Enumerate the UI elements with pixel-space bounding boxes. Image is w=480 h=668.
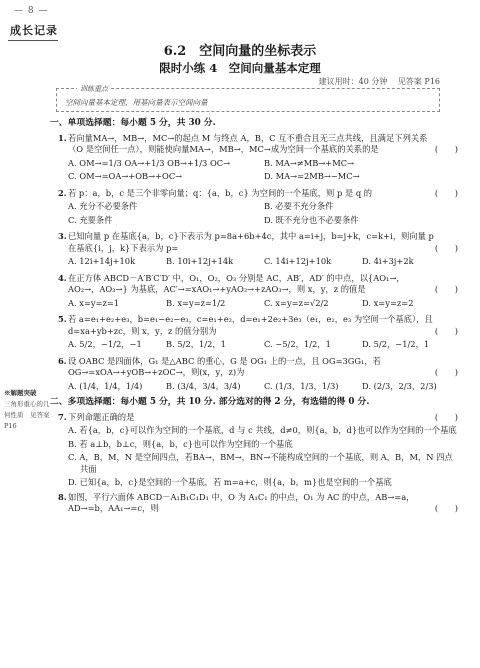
time-suggestion: 建议用时：40 分钟 (318, 77, 388, 86)
options (58, 381, 460, 395)
option-item: A. 5/2，−1/2，−1 (68, 339, 142, 349)
focus-label: 训练重点 (77, 84, 111, 94)
question-text: 下列命题正确的是 (68, 411, 135, 422)
option-item: C. −5/2，1/2，1 (264, 339, 331, 349)
option-item: D. x=y=z=2 (362, 297, 414, 308)
questions-area (50, 118, 460, 515)
answer-bracket: ( ) (434, 144, 458, 154)
side-note-text: 三角形重心的几何性质 见答案 P16 (4, 400, 50, 430)
options (58, 201, 460, 228)
answer-bracket: ( ) (434, 242, 458, 253)
option-item: B. MA→≠MB→+MC→ (264, 157, 355, 168)
question-number: 2. (58, 187, 67, 198)
option-item: B. 若 a⊥b，b⊥c，则{a，b，c}也可以作为空间的一个基底 (68, 438, 293, 449)
question-text: 在正方体 ABCD－A′B′C′D′ 中，O₁，O₂，O₃ 分别是 AC，AB′，AD′ 的中点，以{AO₁→，AO₂→，AO₃→} 为基底，AC′→=xAO₁→+yAO₂→+zAO₃→，则 x，y，z 的值是 (68, 272, 405, 294)
option-item: B. 5/2，1/2，1 (166, 339, 226, 349)
side-note-label: ※解题突破 (4, 389, 37, 397)
question-text: 若 p：a，b，c 是三个非零向量；q：{a，b，c} 为空间的一个基底，则 p 是 q 的 (68, 187, 373, 198)
option-item: C. OM→=OA→+OB→+OC→ (68, 171, 183, 181)
option-item: D. MA→=2MB→−MC→ (264, 171, 360, 181)
question-text: 若 a=e₁+e₂+e₃，b=e₁−e₂−e₃，c=e₁+e₂，d=e₁+2e₂+3e₃（e₁，e₂，e₃ 为空间一个基底），且 d=xa+yb+zc，则 x，y，z 的值分别为 (68, 314, 433, 336)
answer-reference: 见答案 P16 (397, 77, 440, 86)
question (58, 492, 460, 515)
options (58, 256, 460, 270)
section-heading: 二、多项选择题：每小题 5 分，共 10 分. 部分选对的得 2 分，有选错的得 0 分. (50, 397, 370, 407)
option-item: B. 必要不充分条件 (264, 201, 334, 211)
question (58, 231, 460, 254)
answer-bracket: ( ) (434, 325, 458, 336)
section-title: 6.2 空间向量的坐标表示 (163, 44, 317, 59)
answer-bracket: ( ) (434, 411, 458, 422)
question (58, 133, 460, 156)
question (58, 356, 460, 379)
option-item: C. (1/3，1/3，1/3) (264, 380, 339, 391)
answer-bracket: ( ) (434, 367, 458, 377)
option-item: C. x=y=z=√2/2 (264, 297, 329, 308)
question-text: 若向量MA→，MB→，MC→的起点 M 与终点 A，B，C 互不重合且无三点共线，且满足下列关系（O 是空间任一点），则能使向量MA→，MB→，MC→成为空间一个基底的关系的是 (68, 132, 428, 154)
section-heading: 一、单项选择题：每小题 5 分，共 30 分. (50, 118, 216, 128)
option-item: C. A，B，M，N 是空间四点，若BA→，BM→，BN→不能构成空间的一个基底，则 A，B，M，N 四点共面 (68, 452, 453, 474)
option-item: D. 已知{a，b，c}是空间的一个基底，若 m=a+c，则{a，b，m}也是空间的一个基底 (68, 477, 392, 487)
option-item: B. (3/4，3/4，3/4) (166, 380, 241, 391)
question-number: 1. (58, 132, 67, 143)
option-item: D. (2/3，2/3，2/3) (362, 380, 437, 391)
question-number: 3. (58, 231, 67, 241)
brand-label: 成长记录 (10, 24, 58, 37)
focus-text: 空间向量基本定理，用基向量表示空间向量 (65, 98, 208, 107)
question-number: 6. (58, 355, 67, 366)
question (58, 412, 460, 424)
question-text: 如图，平行六面体 ABCD－A₁B₁C₁D₁ 中，O 为 A₁C₁ 的中点，O₁ 为 AC 的中点，AB→=a，AD→=b，AA₁→=c，则 (68, 491, 415, 513)
option-item: A. 充分不必要条件 (68, 201, 138, 211)
exercise-subtitle: 限时小练 4 空间向量基本定理 (159, 61, 321, 75)
option-item: B. x=y=z=1/2 (166, 297, 226, 308)
options (58, 298, 460, 312)
question (58, 314, 460, 337)
option-item: A. (1/4，1/4，1/4) (68, 380, 143, 391)
focus-box (56, 85, 440, 112)
answer-bracket: ( ) (434, 187, 458, 198)
option-item: A. OM→=1/3 OA→+1/3 OB→+1/3 OC→ (68, 157, 231, 168)
option-item: C. 14i+12j+10k (264, 256, 332, 266)
question (58, 188, 460, 200)
option-item: D. 5/2，−1/2，1 (362, 339, 430, 349)
option-item: D. 既不充分也不必要条件 (264, 214, 359, 225)
meta-line (319, 76, 440, 87)
option-item: A. 若{a，b，c}可以作为空间的一个基底，d 与 c 共线，d≠0，则{a，b，d}也可以作为空间的一个基底 (68, 425, 457, 435)
option-item: A. x=y=z=1 (68, 297, 120, 308)
question-number: 7. (58, 411, 67, 422)
option-item: B. 10i+12j+14k (166, 256, 234, 266)
question-text: 已知向量 p 在基底{a，b，c}下表示为 p=8a+6b+4c，其中 a=i+j，b=j+k，c=k+i，则向量 p 在基底{i，j，k}下表示为 p= (68, 231, 434, 253)
option-item: D. 4i+3j+2k (362, 256, 414, 266)
option-item: C. 充要条件 (68, 214, 113, 225)
option-item: A. 12i+14j+10k (68, 256, 136, 266)
options (58, 339, 460, 353)
question-number: 4. (58, 272, 67, 283)
page-number: — 8 — (14, 6, 49, 16)
question (58, 273, 460, 296)
question-number: 5. (58, 314, 67, 324)
options (58, 425, 460, 489)
options (58, 158, 460, 185)
answer-bracket: ( ) (434, 503, 458, 513)
question-number: 8. (58, 491, 67, 502)
side-note (4, 388, 50, 432)
question-text: 设 OABC 是四面体，G₁ 是△ABC 的重心，G 是 OG₁ 上的一点，且 OG=3GG₁，若OG→=xOA→+yOB→+zOC→，则(x，y，z)为 (68, 355, 381, 377)
answer-bracket: ( ) (434, 284, 458, 294)
